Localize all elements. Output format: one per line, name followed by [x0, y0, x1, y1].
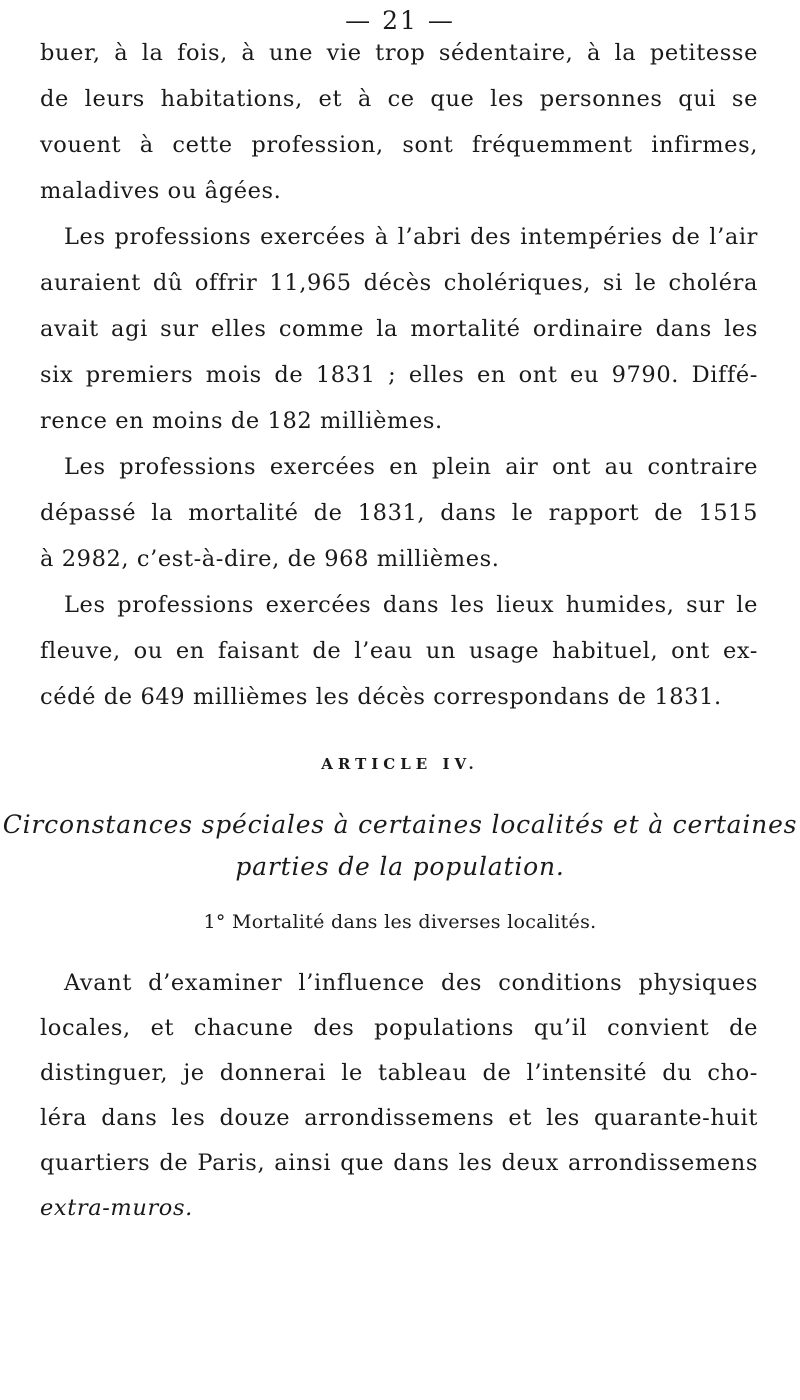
text-line: rence en moins de 182 millièmes.: [40, 408, 443, 434]
text-line: Avant d’examiner l’influence des conditions physiques: [64, 970, 758, 996]
text-line: distinguer, je donnerai le tableau de l’intensité du cho-: [40, 1060, 758, 1086]
text-line: auraient dû offrir 11,965 décès cholériques, si le choléra: [40, 270, 758, 296]
text-line: Les professions exercées en plein air ont au contraire: [64, 454, 758, 480]
text-line: vouent à cette profession, sont fréquemment infirmes,: [40, 132, 758, 158]
section-title-line: parties de la population.: [235, 852, 565, 881]
text-line: fleuve, ou en faisant de l’eau un usage habituel, ont ex-: [40, 638, 758, 664]
text-line: buer, à la fois, à une vie trop sédentaire, à la petitesse: [40, 40, 758, 66]
text-line: extra-muros.: [40, 1195, 193, 1221]
text-line: cédé de 649 millièmes les décès correspondans de 1831.: [40, 684, 722, 710]
page-number-header: — 21 —: [345, 6, 455, 35]
text-line: à 2982, c’est-à-dire, de 968 millièmes.: [40, 546, 500, 572]
text-line: six premiers mois de 1831 ; elles en ont eu 9790. Diffé-: [40, 362, 758, 388]
article-heading: ARTICLE IV.: [321, 755, 479, 773]
text-line: Les professions exercées à l’abri des intempéries de l’air: [64, 224, 758, 250]
text-line: quartiers de Paris, ainsi que dans les deux arrondissemens: [40, 1150, 758, 1176]
text-line: Les professions exercées dans les lieux humides, sur le: [64, 592, 758, 618]
text-line: léra dans les douze arrondissemens et les quarante-huit: [40, 1105, 758, 1131]
text-line: maladives ou âgées.: [40, 178, 282, 204]
text-line: avait agi sur elles comme la mortalité ordinaire dans les: [40, 316, 758, 342]
text-line: de leurs habitations, et à ce que les personnes qui se: [40, 86, 758, 112]
section-title-line: Circonstances spéciales à certaines localités et à certaines: [2, 810, 798, 839]
subsection-heading: 1° Mortalité dans les diverses localités.: [203, 911, 597, 933]
text-line: locales, et chacune des populations qu’il convient de: [40, 1015, 758, 1041]
text-line: dépassé la mortalité de 1831, dans le rapport de 1515: [40, 500, 758, 526]
